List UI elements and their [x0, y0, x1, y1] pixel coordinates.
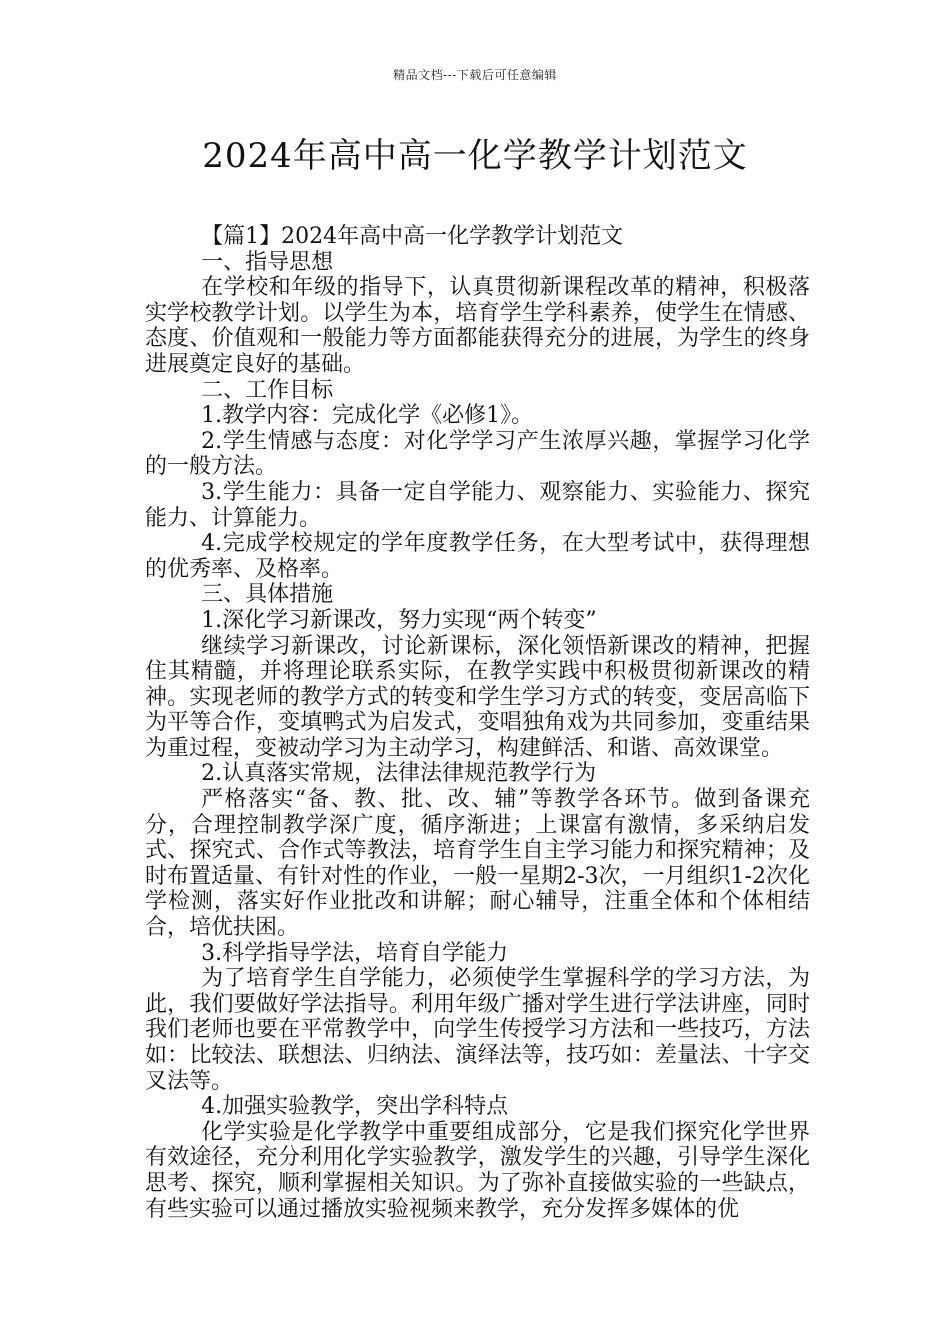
subheading: 3.科学指导学法，培育自学能力: [201, 940, 509, 966]
section-heading: 三、具体措施: [201, 582, 334, 608]
subheading: 2.认真落实常规，法律法律规范教学行为: [201, 761, 597, 787]
document-title: 2024年高中高一化学教学计划范文: [202, 136, 748, 176]
list-item: 2.学生情感与态度：对化学学习产生浓厚兴趣，掌握学习化学的一般方法。: [145, 428, 810, 480]
paragraph: 继续学习新课改，讨论新课标，深化领悟新课改的精神，把握住其精髓，并将理论联系实际，在教学实践中积极贯彻新课改的精神。实现老师的教学方式的转变和学生学习方式的转变，变居高临下为平等合作，变填鸭式为启发式，变唱独角戏为共同参加，变重结果为重过程，变被动学习为主动学习，构建鲜活、和谐、高效课堂。: [145, 633, 810, 761]
subheading: 4.加强实验教学，突出学科特点: [201, 1094, 509, 1120]
paragraph: 化学实验是化学教学中重要组成部分，它是我们探究化学世界有效途径，充分利用化学实验教学，激发学生的兴趣，引导学生深化思考、探究，顺利掌握相关知识。为了弥补直接做实验的一些缺点，有些实验可以通过播放实验视频来教学，充分发挥多媒体的优: [145, 1119, 810, 1222]
document-body: [145, 224, 810, 1222]
list-item: 3.学生能力：具备一定自学能力、观察能力、实验能力、探究能力、计算能力。: [145, 479, 810, 531]
section-heading: 二、工作目标: [201, 377, 334, 403]
list-item: 1.教学内容：完成化学《必修1》。: [201, 403, 534, 429]
header-note: 精品文档---下载后可任意编辑: [393, 68, 557, 82]
paragraph: 为了培育学生自学能力，必须使学生掌握科学的学习方法，为此，我们要做好学法指导。利用年级广播对学生进行学法讲座，同时我们老师也要在平常教学中，向学生传授学习方法和一些技巧，方法如：比较法、联想法、归纳法、演绎法等，技巧如：差量法、十字交叉法等。: [145, 966, 810, 1094]
section-heading-article: 【篇1】2024年高中高一化学教学计划范文: [201, 224, 624, 249]
paragraph: 严格落实“备、教、批、改、辅”等教学各环节。做到备课充分，合理控制教学深广度，循序渐进；上课富有激情，多采纳启发式、探究式、合作式等教法，培育学生自主学习能力和探究精神；及时布置适量、有针对性的作业，一般一星期2-3次，一月组织1-2次化学检测，落实好作业批改和讲解；耐心辅导，注重全体和个体相结合，培优扶困。: [145, 787, 810, 941]
subheading: 1.深化学习新课改，努力实现“两个转变”: [201, 607, 597, 633]
list-item: 4.完成学校规定的学年度教学任务，在大型考试中，获得理想的优秀率、及格率。: [145, 531, 810, 582]
section-heading: 一、指导思想: [201, 249, 334, 275]
paragraph: 在学校和年级的指导下，认真贯彻新课程改革的精神，积极落实学校教学计划。以学生为本，培育学生学科素养，使学生在情感、态度、价值观和一般能力等方面都能获得充分的进展，为学生的终身进展奠定良好的基础。: [145, 275, 810, 377]
